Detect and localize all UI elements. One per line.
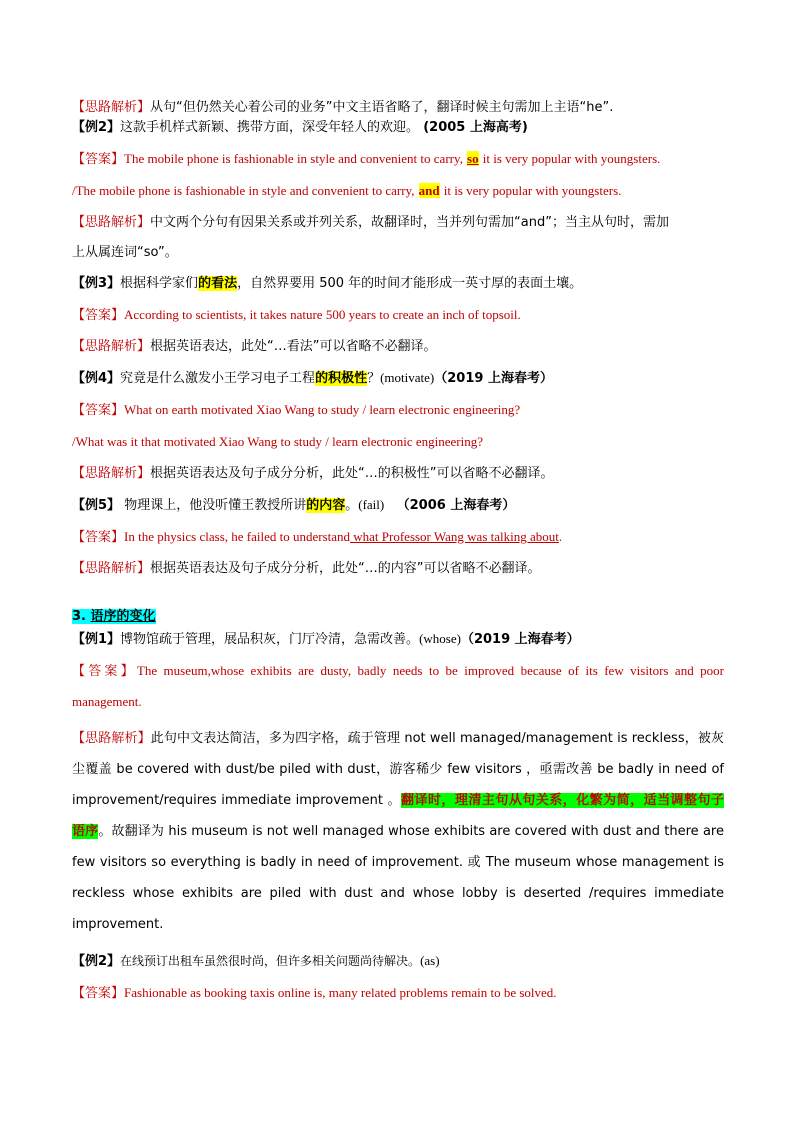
answer-tag: 【答案】 [72, 530, 125, 545]
answer-text: it is very popular with youngsters. [482, 151, 661, 166]
analysis-paragraph [72, 723, 724, 940]
analysis-tag: 【思路解析】 [72, 731, 151, 746]
example-question: ，自然界要用 500 年的时间才能形成一英寸厚的表面土壤。 [237, 276, 583, 291]
answer-text: /The mobile phone is fashionable in style and convenient to carry, [72, 183, 415, 198]
example-tag: 【例5】 [72, 498, 121, 513]
answer-text: it is very popular with youngsters. [443, 183, 622, 198]
answer-text: management. [72, 694, 142, 709]
example-source: (2005 上海高考) [423, 120, 528, 135]
answer-text: According to scientists, it takes nature 500 years to create an inch of topsoil. [124, 307, 521, 322]
answer-line [72, 432, 724, 453]
answer-line [72, 149, 724, 170]
analysis-text: 根据英语表达及句子成分分析，此处“…的内容”可以省略不必翻译。 [150, 561, 541, 576]
example-hint: (motivate) [380, 370, 435, 385]
example-question: 根据科学家们 [120, 276, 199, 291]
section-number: 3. [72, 609, 86, 624]
example-tag: 【例3】 [72, 276, 121, 291]
answer-text: /What was it that motivated Xiao Wang to study / learn electronic engineering? [72, 434, 483, 449]
example-heading [72, 495, 724, 516]
highlighted-phrase: 的看法 [198, 276, 238, 291]
example-heading [72, 629, 724, 650]
example-heading [72, 118, 724, 138]
analysis-text: 中文两个分句有因果关系或并列关系，故翻译时，当并列句需加“and”；当主从句时，需加 [150, 215, 669, 230]
answer-line [72, 527, 724, 548]
example-source: （2006 上海春考） [396, 498, 516, 513]
analysis-line [72, 559, 724, 579]
answer-text: What on earth motivated Xiao Wang to study / learn electronic engineering? [124, 402, 521, 417]
highlighted-word: so [467, 151, 479, 166]
answer-line [72, 181, 724, 202]
answer-line [72, 661, 724, 682]
example-tag: 【例2】 [72, 120, 121, 135]
example-question: 博物馆疏于管理，展品积灰，门厅冷清，急需改善。 [120, 632, 420, 647]
analysis-tag: 【思路解析】 [72, 100, 151, 115]
analysis-text: 上从属连词“so”。 [72, 245, 178, 260]
example-question: 这款手机样式新颖、携带方面，深受年轻人的欢迎。 [120, 120, 420, 135]
answer-tag: 【答案】 [72, 664, 137, 679]
example-heading [72, 274, 724, 294]
example-question: 在线预订出租车虽然很时尚，但许多相关问题尚待解决。 [120, 954, 421, 968]
answer-line [72, 305, 724, 326]
example-source: （2019 上海春考） [434, 371, 553, 386]
underlined-phrase: what Professor Wang was talking about [350, 529, 559, 544]
example-question: ？ [367, 371, 381, 386]
highlighted-phrase: 翻译时，理清主句从句关系，化繁为简，适当调整句子语序 [72, 793, 724, 839]
analysis-tag: 【思路解析】 [72, 561, 151, 576]
analysis-text: 根据英语表达，此处“…看法”可以省略不必翻译。 [150, 339, 437, 354]
answer-line [72, 692, 724, 713]
analysis-tag: 【思路解析】 [72, 339, 151, 354]
analysis-text: 。故翻译为 his museum is not well managed whose exhibits are covered with dust and there are few visitors so everything is badly in need of improvement. 或 The museum whose management is reckless whose exhibits are piled with dust and whose lobby is deserted /requires immediate improvement. [72, 824, 724, 932]
section-heading-highlight [72, 609, 156, 624]
analysis-text: 此句中文表达简洁，多为四字格，疏于管理 not well managed/management is reckless，被灰尘覆盖 be covered with dust/be piled with dust，游客稀少 few visitors ，亟需改善 be badly in need of improvement/requires immediate improvement 。 [72, 731, 724, 808]
answer-text: In the physics class, he failed to understand [124, 529, 351, 544]
example-question: 物理课上，他没听懂王教授所讲 [124, 498, 307, 513]
analysis-line [72, 98, 724, 118]
analysis-text: 从句“但仍然关心着公司的业务”中文主语省略了，翻译时候主句需加上主语“he”. [150, 100, 614, 115]
example-tag: 【例4】 [72, 371, 121, 386]
analysis-line [72, 464, 724, 484]
answer-line [72, 400, 724, 421]
answer-text: The museum,whose exhibits are dusty, badly needs to be improved because of its few visitors and poor [136, 663, 724, 678]
highlighted-phrase: 的内容 [306, 498, 346, 513]
analysis-tag: 【思路解析】 [72, 215, 151, 230]
document-page [72, 98, 724, 1004]
analysis-text: 根据英语表达及句子成分分析，此处“…的积极性”可以省略不必翻译。 [150, 466, 554, 481]
example-question: 究竟是什么激发小王学习电子工程 [120, 371, 316, 386]
analysis-tag: 【思路解析】 [72, 466, 151, 481]
analysis-line [72, 243, 724, 263]
example-source: （2019 上海春考） [460, 632, 580, 647]
section-heading [72, 607, 724, 627]
example-tag: 【例1】 [72, 632, 121, 647]
example-hint: (fail) [358, 497, 385, 512]
answer-tag: 【答案】 [72, 308, 125, 323]
example-hint: (whose) [419, 631, 461, 646]
example-heading [72, 951, 724, 972]
example-hint: (as) [420, 953, 440, 968]
example-heading [72, 368, 724, 389]
example-tag: 【例2】 [72, 954, 121, 969]
example-question: 。 [345, 498, 359, 513]
answer-text: The mobile phone is fashionable in style and convenient to carry, [124, 151, 463, 166]
answer-text: . [558, 529, 563, 544]
section-title: 语序的变化 [90, 609, 156, 624]
answer-tag: 【答案】 [72, 986, 125, 1001]
answer-tag: 【答案】 [72, 152, 125, 167]
analysis-line [72, 337, 724, 357]
answer-tag: 【答案】 [72, 403, 125, 418]
answer-text: Fashionable as booking taxis online is, many related problems remain to be solved. [124, 985, 557, 1000]
analysis-line [72, 213, 724, 233]
highlighted-word: and [418, 183, 440, 198]
answer-line [72, 983, 724, 1004]
highlighted-phrase: 的积极性 [315, 371, 368, 386]
